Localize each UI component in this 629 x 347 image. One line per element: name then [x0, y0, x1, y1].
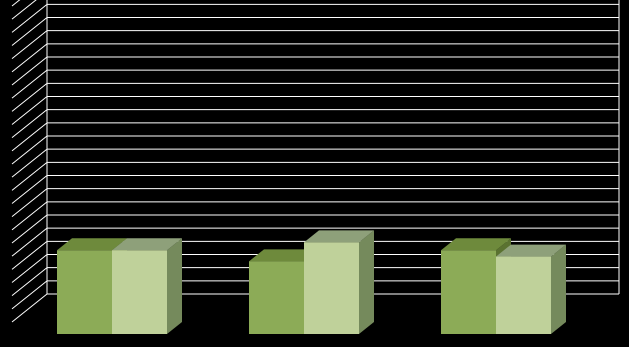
bar-side [359, 230, 374, 334]
gridline-side [12, 241, 47, 269]
gridline-side [12, 70, 47, 98]
gridline-side [12, 110, 47, 138]
gridline-side [12, 228, 47, 256]
gridline-side [12, 83, 47, 111]
gridline-side [12, 202, 47, 230]
gridline-side [12, 136, 47, 164]
bar-front [304, 242, 359, 334]
bars [57, 230, 566, 334]
gridline-side [12, 4, 47, 32]
gridline-side [12, 255, 47, 283]
bar-front [249, 261, 304, 334]
gridline-side [12, 281, 47, 309]
gridline-side [12, 31, 47, 59]
gridline-side [12, 18, 47, 46]
bar-front [496, 257, 551, 334]
gridline-side [12, 149, 47, 177]
gridline-side [12, 97, 47, 125]
bar-side [551, 245, 566, 334]
bar [304, 230, 374, 334]
bar-front [112, 250, 167, 334]
gridline-side [12, 0, 47, 19]
gridline-side [12, 57, 47, 85]
gridline-side [12, 268, 47, 296]
gridline-side [12, 294, 47, 322]
bar [112, 238, 182, 334]
gridline-side [12, 123, 47, 151]
gridline-side [12, 162, 47, 190]
gridline-side [12, 44, 47, 72]
bar-front [441, 250, 496, 334]
gridline-side [12, 176, 47, 204]
bar-side [167, 238, 182, 334]
gridline-side [12, 189, 47, 217]
bar-front [57, 250, 112, 334]
gridline-side [12, 215, 47, 243]
bar [496, 245, 566, 334]
